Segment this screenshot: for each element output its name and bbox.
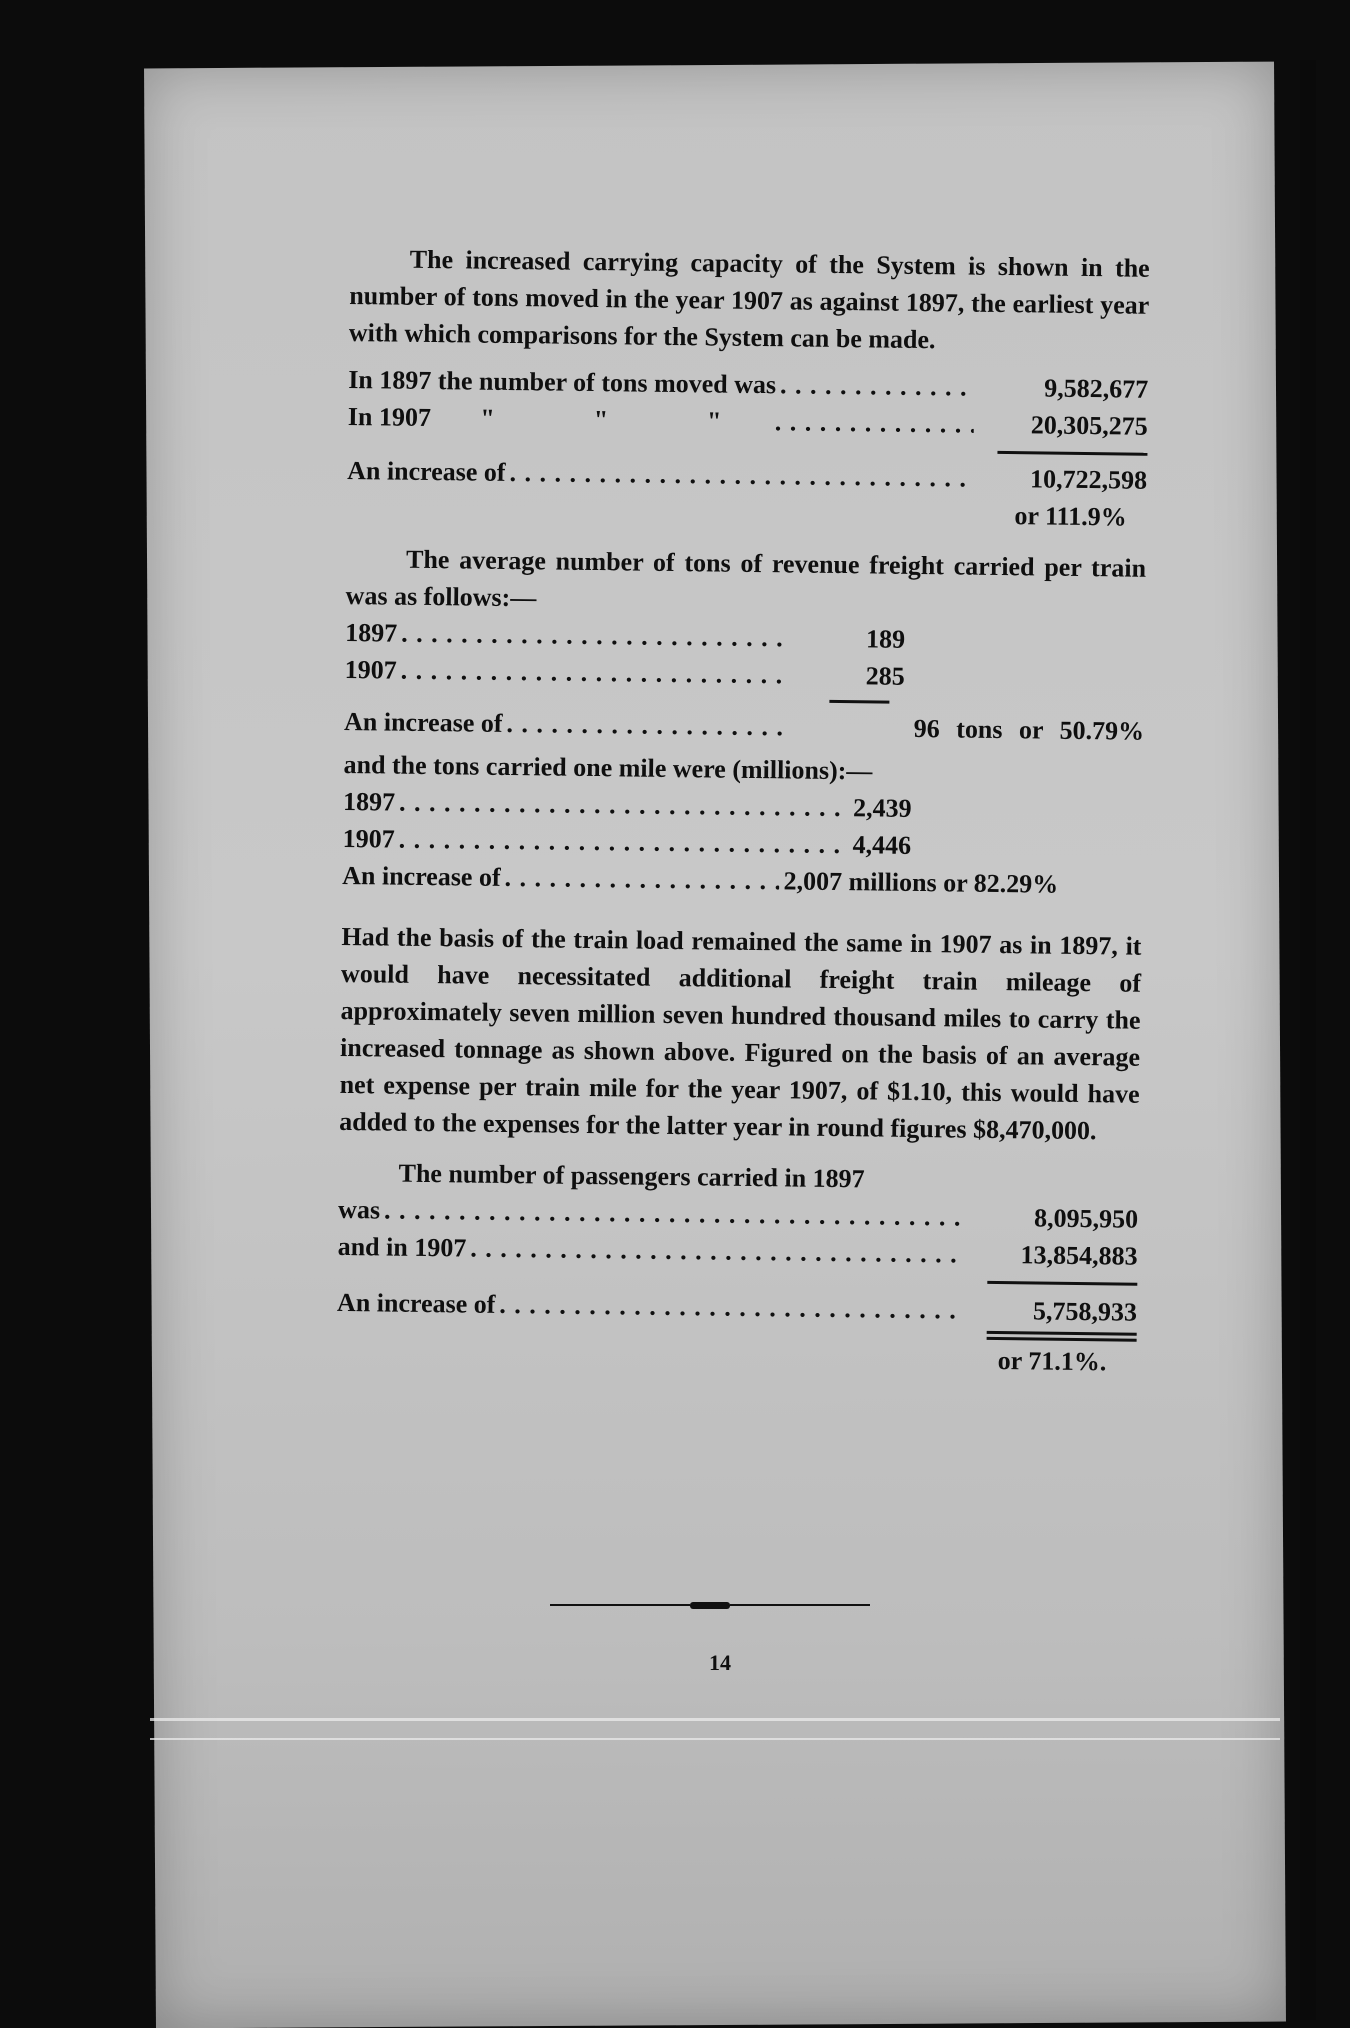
dot-leader: [780, 366, 975, 405]
avg-increase-label: An increase of: [343, 706, 503, 738]
scan-streak: [150, 1738, 1280, 1740]
page-edge-shadow: [1300, 60, 1316, 2020]
tons-1897-value: 9,582,677: [1044, 373, 1149, 404]
tons-1907-label: In 1907: [347, 401, 432, 433]
dot-leader: [398, 821, 848, 863]
avg-1907-row: [345, 651, 905, 695]
tons-1897-label: In 1897 the number of tons moved was: [348, 364, 777, 400]
tonmile-1897-value: 2,439: [852, 793, 912, 823]
tons-1907-value: 20,305,275: [1030, 410, 1148, 441]
passengers-1897-value: 8,095,950: [1033, 1203, 1139, 1234]
passengers-increase-percent: or 71.1%.: [997, 1345, 1107, 1377]
passengers-intro: The number of passengers carried in 1897: [398, 1158, 865, 1194]
avg-1907-value: 285: [865, 661, 905, 691]
sum-rule: [829, 700, 889, 704]
tonmile-1897-label: 1897: [342, 786, 396, 817]
tons-increase-label: An increase of: [347, 455, 506, 487]
dot-leader: [399, 784, 849, 826]
page-content: [336, 240, 1150, 1381]
total-double-rule: [987, 1331, 1137, 1342]
avg-1907-label: 1907: [344, 654, 397, 685]
avg-1897-value: 189: [865, 624, 906, 654]
passengers-was-label: was: [337, 1194, 381, 1225]
passengers-1907-value: 13,854,883: [1020, 1240, 1138, 1271]
scan-streak: [150, 1718, 1280, 1721]
page-number: 14: [709, 1650, 731, 1675]
passengers-1907-label: and in 1907: [337, 1231, 467, 1263]
dot-leader: [509, 454, 973, 497]
paragraph-train-load: Had the basis of the train load remained the same in 1907 as in 1897, it would have necessitated additional freight train mileage of approximately seven million seven hundred thousand miles to carry the increased tonnage as shown above. Figured on the basis of an average net expense per train mile for the year 1907, of $1.10, this would have added to the expenses for the latter year in round figures $8,470,000.: [339, 921, 1142, 1146]
dot-leader: [506, 705, 786, 745]
ornamental-divider: [550, 1603, 870, 1607]
sum-rule: [987, 1281, 1137, 1286]
dot-leader: [470, 1230, 964, 1273]
tons-increase-percent: or 111.9%: [1014, 501, 1127, 532]
dot-leader: [401, 615, 791, 657]
avg-increase-value: 96 tons or 50.79%: [913, 713, 1145, 746]
ditto-mark: ": [480, 403, 495, 433]
passengers-increase-value: 5,758,933: [1032, 1296, 1138, 1327]
tonmile-increase-label: An increase of: [342, 860, 501, 892]
tonmile-increase-value: 2,007 millions or 82.29%: [783, 866, 1059, 899]
ditto-mark: ": [593, 404, 609, 435]
tonmile-1907-label: 1907: [342, 823, 395, 854]
dot-leader: [775, 403, 974, 442]
ditto-marks: [431, 399, 771, 440]
dot-leader: [499, 1286, 963, 1329]
tons-increase-value: 10,722,598: [1029, 464, 1148, 495]
dot-leader: [401, 652, 791, 694]
ditto-mark: ": [706, 406, 722, 436]
dot-leader: [504, 859, 779, 899]
paragraph-capacity: The increased carrying capacity of the System is shown in the number of tons moved in the year 1907 as against 1897, the earliest year with which comparisons for the System can be made.: [348, 244, 1150, 355]
paragraph-average-tons: The average number of tons of revenue freight carried per train was as follows:—: [345, 544, 1147, 613]
ton-mile-intro: and the tons carried one mile were (millions):—: [343, 749, 873, 786]
sum-rule: [997, 451, 1147, 456]
tonmile-1907-value: 4,446: [852, 830, 912, 860]
avg-1897-label: 1897: [345, 617, 398, 648]
passengers-increase-label: An increase of: [336, 1287, 496, 1319]
